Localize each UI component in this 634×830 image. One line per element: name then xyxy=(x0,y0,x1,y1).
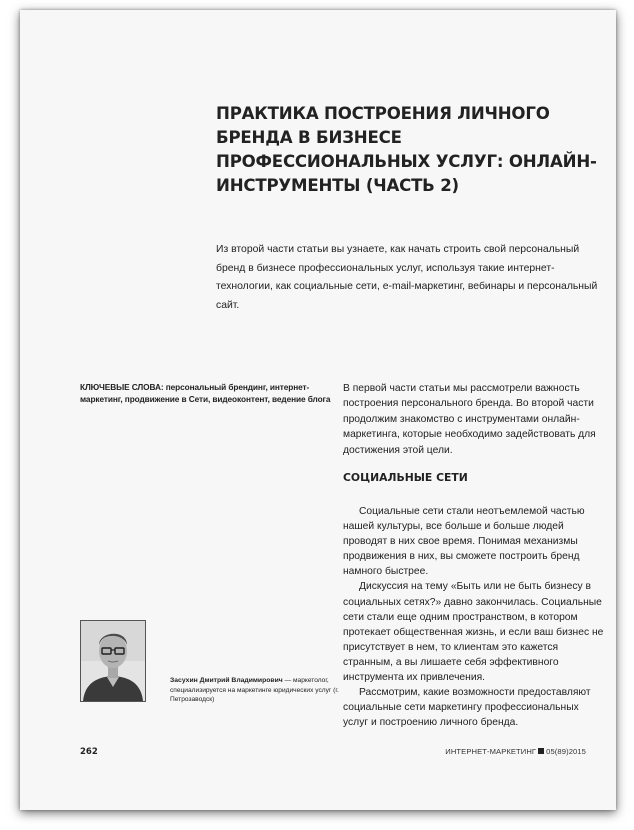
keywords: КЛЮЧЕВЫЕ СЛОВА: персональный брендинг, интернет-маркетинг, продвижение в Сети, видеоконтент, ведение блога xyxy=(80,382,331,404)
author-name: Засухин Дмитрий Владимирович xyxy=(170,677,283,684)
body-paragraph-2: Дискуссия на тему «Быть или не быть бизнесу в социальных сетях?» давно закончилась. Социальные сети стали еще одним пространством, в котором протекает общественная жизнь, и если ваш бизнес не присутствует в нем, то клиентам это кажется странным, а вы лишаете себя эффективного инструмента их привлечения. xyxy=(343,581,604,684)
intro-paragraph: В первой части статьи мы рассмотрели важность построения персонального бренда. Во второй части продолжим знакомство с инструментами онлайн-маркетинга, которые необходимо задействовать для достижения этой цели. xyxy=(343,383,596,456)
article-lead: Из второй части статьи вы узнаете, как начать строить свой персональный бренд в бизнесе профессиональных услуг, используя такие интернет-технологии, как социальные сети, e-mail-маркетинг, вебинары и персональный сайт. xyxy=(216,244,598,311)
author-portrait-image xyxy=(81,621,145,701)
body-paragraph-1: Социальные сети стали неотъемлемой частью нашей культуры, все больше и больше людей проводят в них свое время. Понимая механизмы продвижения в них, вы сможете построить бренд намного быстрее. xyxy=(343,506,585,578)
footer-magazine xyxy=(445,747,586,756)
author-bio xyxy=(170,676,340,705)
square-separator-icon xyxy=(538,748,544,754)
article-body xyxy=(343,504,605,730)
issue-number: 05(89)2015 xyxy=(546,747,586,756)
body-paragraph-3: Рассмотрим, какие возможности предоставляют социальные сети маркетингу профессиональных услуг и построению личного бренда. xyxy=(343,687,591,729)
magazine-name: ИНТЕРНЕТ-МАРКЕТИНГ xyxy=(445,747,537,756)
author-photo xyxy=(80,620,146,702)
page-number: 262 xyxy=(80,747,98,757)
magazine-page xyxy=(20,10,616,810)
author-description: — маркетолог, специализируется на маркетинге юридических услуг (г. Петрозаводск) xyxy=(170,677,339,704)
section-heading: СОЦИАЛЬНЫЕ СЕТИ xyxy=(343,471,468,484)
article-title: ПРАКТИКА ПОСТРОЕНИЯ ЛИЧНОГО БРЕНДА В БИЗНЕСЕ ПРОФЕССИОНАЛЬНЫХ УСЛУГ: ОНЛАЙН-ИНСТРУМЕНТЫ (ЧАСТЬ 2) xyxy=(216,104,597,195)
